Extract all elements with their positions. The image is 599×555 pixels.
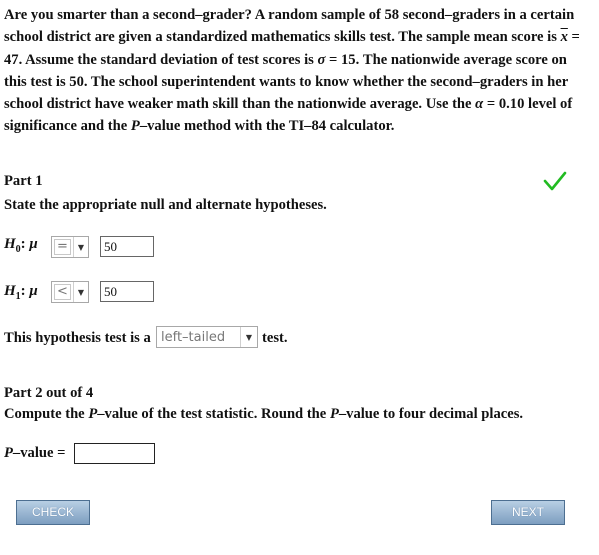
correct-check-icon <box>543 170 567 192</box>
problem-text-1: Are you smarter than a second–grader? A random sample of 58 second–graders in a certain school district are given a standardized mathematics skills test. The sample mean score is <box>4 7 575 46</box>
test-type-suffix: test. <box>262 330 288 346</box>
p-symbol: P <box>329 406 339 422</box>
part1-label: Part 1 <box>4 173 43 189</box>
pvalue-label <box>4 445 65 462</box>
problem-text-3: = 15. The nationwide average score on this test is 50. The school superintendent wants to know whether the second–graders in her school district have weaker math skill than the nationwide average. Use the <box>4 51 568 113</box>
problem-text-5: –value method with the TI–84 calculator. <box>139 118 395 135</box>
pvalue-p-symbol: P <box>4 445 13 461</box>
problem-text-2: = 47. Assume the standard deviation of test scores is <box>4 29 580 68</box>
part2-text-c: –value to four decimal places. <box>338 406 524 422</box>
sigma-symbol: σ <box>317 51 326 68</box>
pvalue-input[interactable] <box>74 443 155 464</box>
h1-colon: : <box>20 283 26 299</box>
h1-operator-select[interactable] <box>51 281 89 303</box>
xbar-symbol: $\overline{x}$ <box>560 29 568 46</box>
h1-H: H <box>4 283 16 299</box>
check-button[interactable]: CHECK <box>16 500 90 525</box>
h0-operator-select[interactable] <box>51 236 89 258</box>
problem-text-4: = 0.10 level of significance and the <box>4 96 573 135</box>
test-type-prefix: This hypothesis test is a <box>4 330 151 346</box>
part1-instruction: State the appropriate null and alternate hypotheses. <box>4 197 327 213</box>
h0-subscript: 0 <box>15 244 21 255</box>
h0-mu: μ <box>29 236 38 252</box>
pvalue-label-text: –value = <box>12 445 66 461</box>
h1-operator-value: < <box>54 284 71 300</box>
part2-label: Part 2 out of 4 <box>4 385 94 401</box>
chevron-down-icon: ▼ <box>73 237 88 257</box>
h1-subscript: 1 <box>15 291 21 302</box>
h1-label <box>4 283 38 302</box>
h0-value-input[interactable]: 50 <box>100 236 154 257</box>
alpha-symbol: α <box>475 96 484 113</box>
h1-mu: μ <box>29 283 38 299</box>
p-symbol: P <box>130 118 140 135</box>
chevron-down-icon: ▼ <box>73 282 88 302</box>
h1-value-input[interactable]: 50 <box>100 281 154 302</box>
test-type-value: left–tailed <box>161 329 226 345</box>
h0-colon: : <box>20 236 26 252</box>
h0-operator-value: = <box>54 239 71 255</box>
h0-label <box>4 236 38 255</box>
p-symbol: P <box>88 406 98 422</box>
chevron-down-icon: ▼ <box>240 327 257 347</box>
part2-instruction <box>4 406 523 423</box>
part2-text-a: Compute the <box>4 406 89 422</box>
part2-text-b: –value of the test statistic. Round the <box>97 406 330 422</box>
next-button[interactable]: NEXT <box>491 500 565 525</box>
test-type-select[interactable] <box>156 326 258 348</box>
h0-H: H <box>4 236 16 252</box>
problem-statement <box>4 4 590 138</box>
